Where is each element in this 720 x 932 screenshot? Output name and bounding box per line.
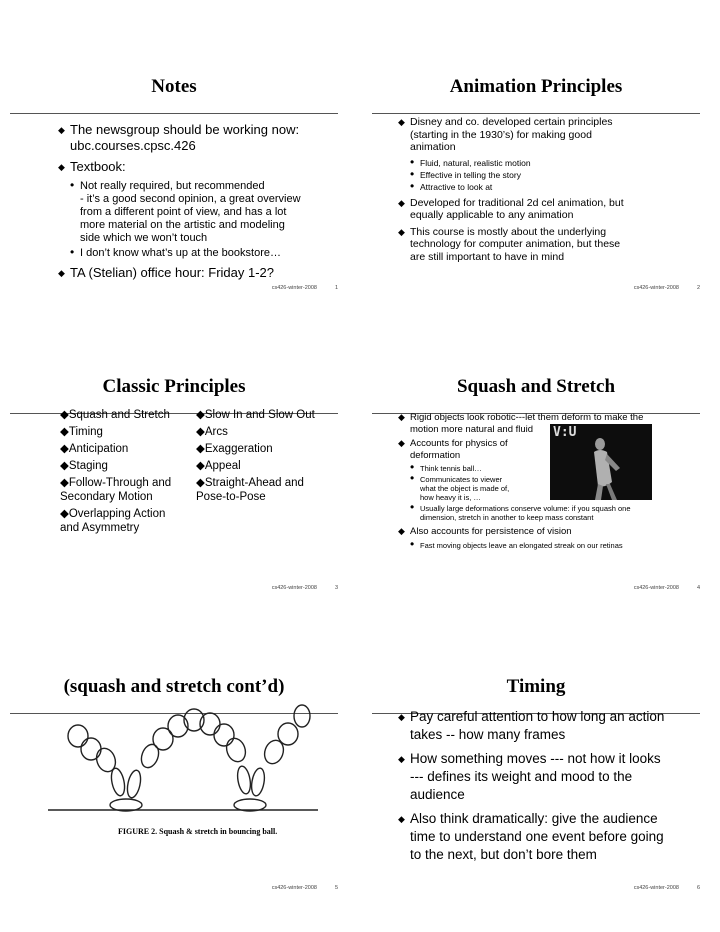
dot-bullet-icon: • [410,536,415,551]
bullet-text: Textbook: [70,159,126,174]
slide-footer [272,285,338,291]
course-label: cs426-winter-2008 [271,885,317,891]
sub-bullet [398,178,700,193]
slide-body [398,708,700,870]
sub-bullet-text: Effective in telling the story [420,169,521,180]
slide-classic-principles [10,310,338,610]
dot-bullet-icon: • [410,471,415,485]
bullet-text: Accounts for physics of deformation [410,438,508,461]
bullet-text: Rigid objects look robotic---let them deform to make the motion more natural and fluid [410,412,644,435]
slide-number: 2 [696,285,700,291]
bullet-text: Developed for traditional 2d cel animation, but equally applicable to any animation [410,196,624,221]
bullet [398,438,700,461]
bullet [398,810,700,864]
slide-footer [634,585,700,591]
sub-bullet [398,500,700,522]
diamond-bullet-icon: ◆ [398,412,405,422]
dot-bullet-icon: • [410,460,415,474]
course-label: cs426-winter-2008 [633,285,679,291]
sub-bullet-text: Communicates to viewer what the object is made of, how heavy it is, … [420,475,510,502]
sub-bullet-text: Think tennis ball… [420,464,482,473]
principle-item: ◆Exaggeration [196,443,273,455]
slide-animation-principles [372,10,700,310]
bullet-text: TA (Stelian) office hour: Friday 1-2? [70,265,275,280]
bullet [398,526,700,538]
slide-timing [372,610,700,910]
bouncing-ball-figure [48,702,318,822]
slide-number: 4 [696,585,700,591]
slide-body [398,116,700,267]
diamond-bullet-icon: ◆ [398,226,405,237]
bullet [398,412,700,435]
title-divider [10,113,338,114]
dot-bullet-icon: • [70,245,75,259]
dot-bullet-icon: • [410,500,415,514]
title-divider [372,113,700,114]
slide-title: Animation Principles [449,76,623,97]
principle-item: ◆Squash and Stretch [60,409,170,421]
slide-footer [634,885,700,891]
sub-bullet [58,247,338,260]
sub-bullet [398,166,700,181]
diamond-bullet-icon: ◆ [398,754,405,764]
sub-bullet-text: Attractive to look at [420,181,493,192]
slide-title: Notes [151,76,197,97]
slide-footer [272,885,338,891]
slide-title: Classic Principles [102,376,246,397]
bullet-text: How something moves --- not how it looks --- defines its weight and mood to the audience [410,751,661,802]
bullet-text: Pay careful attention to how long an action takes -- how many frames [410,709,665,742]
sub-bullet-text: Not really required, but recommended - it’s a good second opinion, a great overview from a different point of view, and has a lot more material on the artistic and modeling side which we won’t touch [80,180,301,244]
diamond-bullet-icon: ◆ [58,125,65,135]
sub-bullet [398,154,700,169]
course-label: cs426-winter-2008 [271,285,317,291]
diamond-bullet-icon: ◆ [398,438,405,448]
course-label: cs426-winter-2008 [271,585,317,591]
bullet-text: This course is mostly about the underlying technology for computer animation, but these are still important to have in mind [410,225,621,263]
dot-bullet-icon: • [70,178,75,192]
bullet [58,159,338,175]
slide-squash-and-stretch [372,310,700,610]
bullet [398,750,700,804]
diamond-bullet-icon: ◆ [58,268,65,278]
slide-notes [10,10,338,310]
principle-item: ◆Timing [60,426,103,438]
diamond-bullet-icon: ◆ [398,814,405,824]
sub-bullet-text: Fluid, natural, realistic motion [420,157,531,168]
slide-body [58,122,338,286]
bullet [398,116,700,154]
sub-bullet [398,536,700,551]
principle-item: ◆Straight-Ahead and Pose-to-Pose [196,477,304,503]
bullet-text: The newsgroup should be working now: ubc.courses.cpsc.426 [70,122,300,153]
bullet [398,708,700,744]
bullet-text: Disney and co. developed certain principles (starting in the 1930’s) for making good animation [410,116,613,153]
slide-footer [634,285,700,291]
principle-item: ◆Overlapping Action and Asymmetry [60,508,166,534]
sub-bullet [398,460,700,474]
diamond-bullet-icon: ◆ [398,712,405,722]
figure-caption: FIGURE 2. Squash & stretch in bouncing ball. [118,827,278,836]
slide-number: 5 [334,885,338,891]
principle-item: ◆Anticipation [60,443,129,455]
video-logo: V:U [553,425,577,440]
sub-bullet-text: Usually large deformations conserve volume: if you squash one dimension, stretch in another to keep mass constant [420,504,631,522]
slide-squash-and-stretch-contd [10,610,338,910]
bullet [398,226,700,264]
slide-title: Timing [506,676,566,697]
sub-bullet-text: I don’t know what’s up at the bookstore… [80,247,281,259]
principle-item: ◆Arcs [196,426,228,438]
sub-bullet [398,471,700,502]
slide-number: 1 [334,285,338,291]
course-label: cs426-winter-2008 [633,885,679,891]
bullet [58,122,338,154]
diamond-bullet-icon: ◆ [398,526,405,536]
deformation-video-still [550,424,652,500]
diamond-bullet-icon: ◆ [398,117,405,127]
principle-item: ◆Appeal [196,460,241,472]
dot-bullet-icon: • [410,154,415,169]
slide-number: 3 [334,585,338,591]
diamond-bullet-icon: ◆ [58,162,65,172]
principle-item: ◆Slow In and Slow Out [196,409,315,421]
slide-title: Squash and Stretch [456,376,616,397]
dot-bullet-icon: • [410,178,415,193]
slide-number: 6 [696,885,700,891]
course-label: cs426-winter-2008 [633,585,679,591]
dot-bullet-icon: • [410,166,415,181]
diamond-bullet-icon: ◆ [398,197,405,208]
sub-bullet-text: Fast moving objects leave an elongated streak on our retinas [420,540,623,550]
bullet-text: Also accounts for persistence of vision [410,526,572,537]
principle-item: ◆Follow-Through and Secondary Motion [60,477,172,503]
bullet [398,197,700,222]
slide-body [398,412,700,552]
principle-item: ◆Staging [60,460,108,472]
bullet-text: Also think dramatically: give the audience time to understand one event before going to the next, but don’t bore them [410,811,664,862]
bullet [58,265,338,281]
sub-bullet [58,180,338,245]
slide-footer [272,585,338,591]
slide-title: (squash and stretch cont’d) [63,676,285,697]
figure-silhouette [550,424,652,500]
